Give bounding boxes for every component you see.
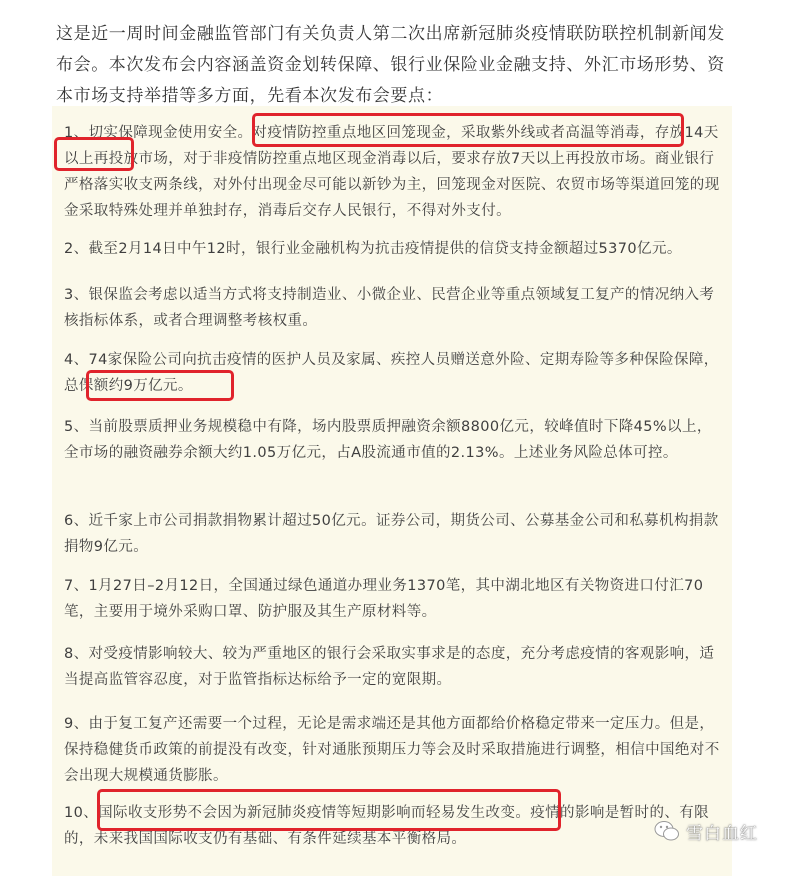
key-point-10: 10、国际收支形势不会因为新冠肺炎疫情等短期影响而轻易发生改变。疫情的影响是暂时的、有限的，未来我国国际收支仍有基础、有条件延续基本平衡格局。	[64, 805, 710, 847]
key-point-4: 4、74家保险公司向抗击疫情的医护人员及家属、疾控人员赠送意外险、定期寿险等多种保险保障，总保额约9万亿元。	[64, 352, 719, 394]
key-point-2: 2、截至2月14日中午12时，银行业金融机构为抗击疫情提供的信贷支持金额超过5370亿元。	[64, 241, 682, 257]
watermark-text: 雪白血红	[686, 823, 758, 844]
intro-paragraph: 这是近一周时间金融监管部门有关负责人第二次出席新冠肺炎疫情联防联控机制新闻发布会。本次发布会内容涵盖资金划转保障、银行业保险业金融支持、外汇市场形势、资本市场支持举措等多方面，先看本次发布会要点：	[56, 24, 725, 106]
wechat-icon	[654, 820, 680, 842]
key-point-9: 9、由于复工复产还需要一个过程，无论是需求端还是其他方面都给价格稳定带来一定压力。但是，保持稳健货币政策的前提没有改变，针对通胀预期压力等会及时采取措施进行调整，相信中国绝对不会出现大规模通货膨胀。	[64, 716, 720, 784]
key-point-5: 5、当前股票质押业务规模稳中有降，场内股票质押融资余额8800亿元，较峰值时下降45%以上，全市场的融资融券余额大约1.05万亿元，占A股流通市值的2.13%。上述业务风险总体可控。	[64, 419, 712, 461]
key-point-6: 6、近千家上市公司捐款捐物累计超过50亿元。证券公司，期货公司、公募基金公司和私募机构捐款捐物9亿元。	[64, 513, 719, 555]
key-point-3: 3、银保监会考虑以适当方式将支持制造业、小微企业、民营企业等重点领域复工复产的情况纳入考核指标体系，或者合理调整考核权重。	[64, 287, 715, 329]
key-point-8: 8、对受疫情影响较大、较为严重地区的银行会采取实事求是的态度，充分考虑疫情的客观影响，适当提高监管容忍度，对于监管指标达标给予一定的宽限期。	[64, 646, 715, 688]
account-watermark	[654, 818, 758, 844]
key-point-7: 7、1月27日–2月12日，全国通过绿色通道办理业务1370笔，其中湖北地区有关物资进口付汇70笔，主要用于境外采购口罩、防护服及其生产原材料等。	[64, 578, 704, 620]
key-point-1: 1、切实保障现金使用安全。对疫情防控重点地区回笼现金，采取紫外线或者高温等消毒，存放14天以上再投放市场，对于非疫情防控重点地区现金消毒以后，要求存放7天以上再投放市场。商业银行严格落实收支两条线，对外付出现金尽可能以新钞为主，回笼现金对医院、农贸市场等渠道回笼的现金采取特殊处理并单独封存，消毒后交存人民银行，不得对外支付。	[64, 125, 720, 219]
